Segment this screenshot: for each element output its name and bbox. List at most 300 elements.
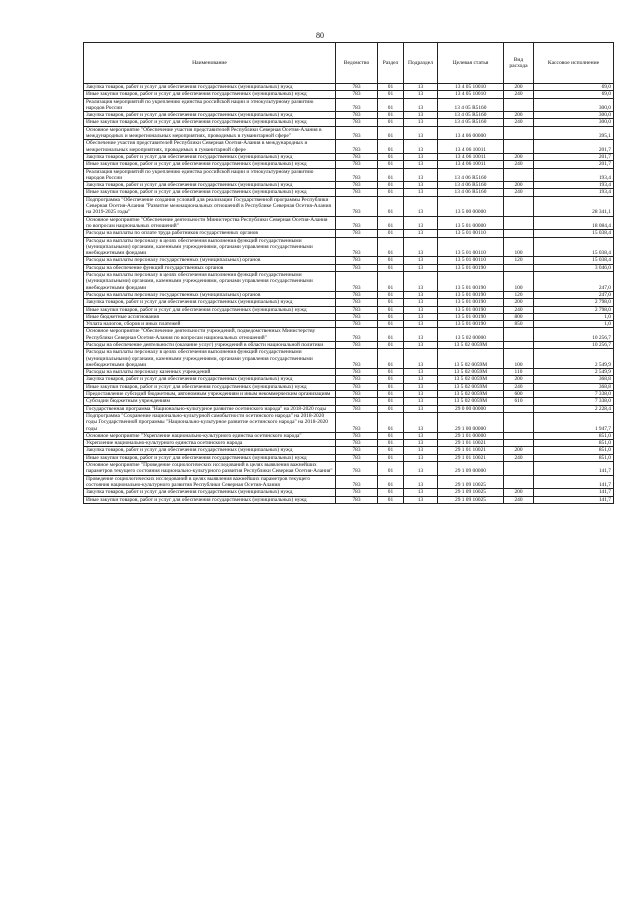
cell-name: Обеспечение участия представителей Республики Северная Осетия-Алания в международных и межрегиональных мероприятиях, проводимых в гуманитарной сфере xyxy=(84,140,336,154)
table-row xyxy=(84,237,614,257)
cell-target-article: 13 5 02 0059М xyxy=(438,369,504,376)
cell-podrazdel: 13 xyxy=(404,291,438,298)
cell-name: Закупка товаров, работ и услуг для обеспечения государственных (муниципальных) нужд xyxy=(84,182,336,189)
cell-expense-type: 200 xyxy=(504,153,534,160)
cell-razdel: 01 xyxy=(378,119,404,126)
cell-target-article: 29 0 00 00000 xyxy=(438,405,504,412)
cell-target-article: 13 5 01 00190 xyxy=(438,299,504,306)
cell-expense-type: 200 xyxy=(504,299,534,306)
cell-vedomstvo: 783 xyxy=(336,369,378,376)
table-row xyxy=(84,182,614,189)
cell-expense-type: 600 xyxy=(504,391,534,398)
cell-name: Реализация мероприятий по укреплению единства российской нации и этнокультурному развитию народов России xyxy=(84,168,336,182)
table-row xyxy=(84,321,614,328)
cell-target-article: 13 5 01 00190 xyxy=(438,321,504,328)
cell-razdel: 01 xyxy=(378,182,404,189)
cell-razdel: 01 xyxy=(378,306,404,313)
cell-name: Расходы на обеспечение деятельности (оказание услуг) учреждений в области национальной политики xyxy=(84,341,336,348)
cell-target-article: 13 4 06 10011 xyxy=(438,153,504,160)
table-row xyxy=(84,306,614,313)
table-row xyxy=(84,341,614,348)
cell-podrazdel: 13 xyxy=(404,328,438,342)
cell-razdel: 01 xyxy=(378,168,404,182)
cell-name: Основное мероприятие "Обеспечение участия представителей Республики Северная Осетия-Алания в международных и межрегиональных мероприятиях, проводимых в гуманитарной сфере" xyxy=(84,126,336,140)
table-row xyxy=(84,126,614,140)
cell-cash-execution: 18 084,4 xyxy=(534,216,614,230)
cell-cash-execution: 368,8 xyxy=(534,383,614,390)
cell-razdel: 01 xyxy=(378,98,404,112)
cell-podrazdel: 13 xyxy=(404,216,438,230)
cell-cash-execution: 368,8 xyxy=(534,376,614,383)
cell-vedomstvo: 783 xyxy=(336,230,378,237)
table-row xyxy=(84,383,614,390)
table-row xyxy=(84,313,614,320)
cell-cash-execution: 2 549,9 xyxy=(534,349,614,369)
cell-expense-type: 800 xyxy=(504,313,534,320)
cell-razdel: 01 xyxy=(378,264,404,271)
cell-podrazdel: 13 xyxy=(404,383,438,390)
cell-vedomstvo: 783 xyxy=(336,112,378,119)
table-row xyxy=(84,272,614,292)
cell-vedomstvo: 783 xyxy=(336,321,378,328)
table-row xyxy=(84,230,614,237)
cell-name: Расходы на выплаты персоналу государственных (муниципальных) органов xyxy=(84,257,336,264)
cell-name: Расходы на выплаты персоналу государственных (муниципальных) органов xyxy=(84,291,336,298)
cell-target-article: 13 4 06 10011 xyxy=(438,140,504,154)
cell-cash-execution: 1 947,7 xyxy=(534,412,614,432)
cell-name: Уплата налогов, сборов и иных платежей xyxy=(84,321,336,328)
table-row xyxy=(84,376,614,383)
cell-name: Расходы на выплаты персоналу в целях обеспечения выполнения функций государственными (муниципальными) органами, казенными учреждениями, органами управления государственными внебюджетными фондами xyxy=(84,349,336,369)
cell-razdel: 01 xyxy=(378,237,404,257)
table-row xyxy=(84,369,614,376)
cell-cash-execution: 15 038,4 xyxy=(534,257,614,264)
cell-cash-execution: 193,4 xyxy=(534,168,614,182)
cell-razdel: 01 xyxy=(378,447,404,454)
cell-name: Иные бюджетные ассигнования xyxy=(84,313,336,320)
cell-razdel: 01 xyxy=(378,291,404,298)
cell-target-article: 29 1 00 00000 xyxy=(438,412,504,432)
cell-target-article: 13 5 01 00000 xyxy=(438,216,504,230)
cell-target-article: 13 5 01 00190 xyxy=(438,264,504,271)
cell-expense-type xyxy=(504,405,534,412)
cell-name: Иные закупки товаров, работ и услуг для обеспечения государственных (муниципальных) нужд xyxy=(84,119,336,126)
cell-podrazdel: 13 xyxy=(404,98,438,112)
cell-expense-type xyxy=(504,264,534,271)
table-row xyxy=(84,496,614,503)
cell-podrazdel: 13 xyxy=(404,321,438,328)
table-row xyxy=(84,440,614,447)
cell-target-article: 13 5 02 0059М xyxy=(438,341,504,348)
cell-razdel: 01 xyxy=(378,489,404,496)
cell-name: Государственная программа "Национально-культурное развитие осетинского народа" на 2018-2020 годы xyxy=(84,405,336,412)
cell-expense-type xyxy=(504,341,534,348)
cell-cash-execution: 201,7 xyxy=(534,140,614,154)
cell-expense-type xyxy=(504,462,534,476)
cell-target-article: 29 1 09 10025 xyxy=(438,496,504,503)
cell-target-article: 13 5 02 0059М xyxy=(438,391,504,398)
table-row xyxy=(84,153,614,160)
cell-vedomstvo: 783 xyxy=(336,98,378,112)
header-cash-execution: Кассовое исполнение xyxy=(534,43,614,84)
cell-vedomstvo: 783 xyxy=(336,153,378,160)
cell-cash-execution: 141,7 xyxy=(534,489,614,496)
table-row xyxy=(84,84,614,91)
cell-target-article: 13 4 06 10011 xyxy=(438,161,504,168)
cell-podrazdel: 13 xyxy=(404,168,438,182)
cell-razdel: 01 xyxy=(378,230,404,237)
cell-expense-type xyxy=(504,230,534,237)
cell-vedomstvo: 783 xyxy=(336,182,378,189)
cell-name: Предоставление субсидий бюджетным, автономным учреждениям и иным некоммерческим организациям xyxy=(84,391,336,398)
cell-target-article: 13 5 02 0059М xyxy=(438,376,504,383)
cell-cash-execution: 851,0 xyxy=(534,447,614,454)
cell-target-article: 13 5 01 00110 xyxy=(438,257,504,264)
cell-cash-execution: 7 338,0 xyxy=(534,391,614,398)
cell-cash-execution: 28 341,1 xyxy=(534,196,614,216)
cell-razdel: 01 xyxy=(378,391,404,398)
cell-expense-type: 110 xyxy=(504,369,534,376)
cell-podrazdel: 13 xyxy=(404,257,438,264)
cell-vedomstvo: 783 xyxy=(336,140,378,154)
cell-cash-execution: 247,0 xyxy=(534,272,614,292)
cell-cash-execution: 7 338,0 xyxy=(534,398,614,405)
cell-podrazdel: 13 xyxy=(404,454,438,461)
header-razdel: Раздел xyxy=(378,43,404,84)
cell-podrazdel: 13 xyxy=(404,405,438,412)
cell-razdel: 01 xyxy=(378,341,404,348)
cell-name: Закупка товаров, работ и услуг для обеспечения государственных (муниципальных) нужд xyxy=(84,153,336,160)
cell-razdel: 01 xyxy=(378,84,404,91)
cell-vedomstvo: 783 xyxy=(336,168,378,182)
cell-cash-execution: 69,0 xyxy=(534,91,614,98)
cell-vedomstvo: 783 xyxy=(336,264,378,271)
cell-target-article: 13 4 06 00000 xyxy=(438,126,504,140)
table-row xyxy=(84,119,614,126)
table-row xyxy=(84,161,614,168)
cell-expense-type: 200 xyxy=(504,182,534,189)
header-podrazdel: Подраздел xyxy=(404,43,438,84)
cell-razdel: 01 xyxy=(378,126,404,140)
cell-razdel: 01 xyxy=(378,189,404,196)
cell-razdel: 01 xyxy=(378,153,404,160)
cell-target-article: 13 5 02 00000 xyxy=(438,328,504,342)
cell-podrazdel: 13 xyxy=(404,264,438,271)
cell-vedomstvo: 783 xyxy=(336,462,378,476)
cell-podrazdel: 13 xyxy=(404,432,438,439)
cell-razdel: 01 xyxy=(378,272,404,292)
table-row xyxy=(84,91,614,98)
cell-razdel: 01 xyxy=(378,454,404,461)
cell-podrazdel: 13 xyxy=(404,161,438,168)
cell-vedomstvo: 783 xyxy=(336,447,378,454)
cell-razdel: 01 xyxy=(378,376,404,383)
cell-razdel: 01 xyxy=(378,257,404,264)
table-row xyxy=(84,398,614,405)
cell-expense-type: 200 xyxy=(504,376,534,383)
cell-expense-type: 100 xyxy=(504,272,534,292)
cell-razdel: 01 xyxy=(378,140,404,154)
cell-name: Иные закупки товаров, работ и услуг для обеспечения государственных (муниципальных) нужд xyxy=(84,454,336,461)
cell-vedomstvo: 783 xyxy=(336,391,378,398)
cell-name: Закупка товаров, работ и услуг для обеспечения государственных (муниципальных) нужд xyxy=(84,447,336,454)
table-row xyxy=(84,462,614,476)
cell-podrazdel: 13 xyxy=(404,153,438,160)
cell-cash-execution: 395,1 xyxy=(534,126,614,140)
cell-podrazdel: 13 xyxy=(404,112,438,119)
cell-expense-type: 240 xyxy=(504,454,534,461)
cell-razdel: 01 xyxy=(378,313,404,320)
cell-cash-execution: 2 798,0 xyxy=(534,299,614,306)
cell-cash-execution: 2 798,0 xyxy=(534,306,614,313)
cell-vedomstvo: 783 xyxy=(336,237,378,257)
cell-cash-execution: 851,0 xyxy=(534,454,614,461)
table-row xyxy=(84,112,614,119)
table-header-row xyxy=(84,43,614,84)
cell-name: Иные закупки товаров, работ и услуг для обеспечения государственных (муниципальных) нужд xyxy=(84,306,336,313)
header-target-article: Целевая статья xyxy=(438,43,504,84)
cell-podrazdel: 13 xyxy=(404,230,438,237)
cell-razdel: 01 xyxy=(378,440,404,447)
cell-expense-type xyxy=(504,440,534,447)
table-row xyxy=(84,98,614,112)
cell-vedomstvo: 783 xyxy=(336,91,378,98)
cell-expense-type: 850 xyxy=(504,321,534,328)
cell-podrazdel: 13 xyxy=(404,313,438,320)
cell-target-article: 29 1 01 10021 xyxy=(438,454,504,461)
cell-podrazdel: 13 xyxy=(404,341,438,348)
cell-expense-type xyxy=(504,216,534,230)
cell-target-article: 13 5 01 00190 xyxy=(438,313,504,320)
cell-name: Иные закупки товаров, работ и услуг для обеспечения государственных (муниципальных) нужд xyxy=(84,161,336,168)
cell-name: Закупка товаров, работ и услуг для обеспечения государственных (муниципальных) нужд xyxy=(84,84,336,91)
cell-razdel: 01 xyxy=(378,349,404,369)
cell-expense-type: 240 xyxy=(504,119,534,126)
cell-name: Иные закупки товаров, работ и услуг для обеспечения государственных (муниципальных) нужд xyxy=(84,496,336,503)
cell-podrazdel: 13 xyxy=(404,376,438,383)
table-row xyxy=(84,264,614,271)
cell-name: Расходы на выплаты персоналу в целях обеспечения выполнения функций государственными (муниципальными) органами, казенными учреждениями, органами управления государственными внебюджетными фондами xyxy=(84,237,336,257)
cell-expense-type xyxy=(504,98,534,112)
cell-razdel: 01 xyxy=(378,412,404,432)
table-row xyxy=(84,447,614,454)
cell-expense-type: 240 xyxy=(504,306,534,313)
table-row xyxy=(84,405,614,412)
cell-vedomstvo: 783 xyxy=(336,306,378,313)
cell-razdel: 01 xyxy=(378,299,404,306)
cell-name: Закупка товаров, работ и услуг для обеспечения государственных (муниципальных) нужд xyxy=(84,376,336,383)
cell-cash-execution: 69,0 xyxy=(534,84,614,91)
cell-podrazdel: 13 xyxy=(404,462,438,476)
cell-cash-execution: 193,4 xyxy=(534,182,614,189)
cell-name: Основное мероприятие "Укрепление национально-культурного единства осетинского народа" xyxy=(84,432,336,439)
cell-vedomstvo: 783 xyxy=(336,257,378,264)
header-name: Наименование xyxy=(84,43,336,84)
cell-vedomstvo: 783 xyxy=(336,376,378,383)
cell-target-article: 13 4 05 10010 xyxy=(438,91,504,98)
cell-vedomstvo: 783 xyxy=(336,454,378,461)
cell-vedomstvo: 783 xyxy=(336,216,378,230)
cell-podrazdel: 13 xyxy=(404,140,438,154)
cell-vedomstvo: 783 xyxy=(336,475,378,489)
table-body xyxy=(84,84,614,504)
cell-podrazdel: 13 xyxy=(404,91,438,98)
table-row xyxy=(84,196,614,216)
cell-name: Иные закупки товаров, работ и услуг для обеспечения государственных (муниципальных) нужд xyxy=(84,91,336,98)
table-row xyxy=(84,328,614,342)
cell-name: Иные закупки товаров, работ и услуг для обеспечения государственных (муниципальных) нужд xyxy=(84,189,336,196)
cell-expense-type xyxy=(504,140,534,154)
cell-razdel: 01 xyxy=(378,496,404,503)
cell-target-article: 13 4 06 R5160 xyxy=(438,168,504,182)
cell-target-article: 13 5 00 00000 xyxy=(438,196,504,216)
cell-vedomstvo: 783 xyxy=(336,328,378,342)
cell-razdel: 01 xyxy=(378,91,404,98)
cell-expense-type xyxy=(504,196,534,216)
table-row xyxy=(84,291,614,298)
cell-razdel: 01 xyxy=(378,462,404,476)
cell-vedomstvo: 783 xyxy=(336,341,378,348)
cell-name: Проведение социологических исследований в целях выявления важнейших параметров текущего состояния национально-культурного развития Республики Северная Осетия-Алания xyxy=(84,475,336,489)
cell-target-article: 13 5 01 00110 xyxy=(438,237,504,257)
cell-target-article: 29 1 01 10021 xyxy=(438,447,504,454)
cell-razdel: 01 xyxy=(378,398,404,405)
cell-expense-type: 120 xyxy=(504,257,534,264)
table-row xyxy=(84,489,614,496)
cell-podrazdel: 13 xyxy=(404,489,438,496)
cell-expense-type: 100 xyxy=(504,349,534,369)
cell-cash-execution: 851,0 xyxy=(534,432,614,439)
cell-vedomstvo: 783 xyxy=(336,405,378,412)
cell-target-article: 13 5 02 0059М xyxy=(438,398,504,405)
cell-cash-execution: 2 549,9 xyxy=(534,369,614,376)
cell-cash-execution: 1,0 xyxy=(534,313,614,320)
cell-cash-execution: 201,7 xyxy=(534,161,614,168)
cell-cash-execution: 15 038,4 xyxy=(534,230,614,237)
cell-vedomstvo: 783 xyxy=(336,432,378,439)
table-row xyxy=(84,140,614,154)
cell-target-article: 13 4 05 10010 xyxy=(438,84,504,91)
cell-cash-execution: 141,7 xyxy=(534,496,614,503)
header-expense-type: Вид расхода xyxy=(504,43,534,84)
cell-podrazdel: 13 xyxy=(404,440,438,447)
cell-razdel: 01 xyxy=(378,383,404,390)
cell-vedomstvo: 783 xyxy=(336,349,378,369)
cell-podrazdel: 13 xyxy=(404,196,438,216)
cell-target-article: 29 1 09 10025 xyxy=(438,489,504,496)
cell-vedomstvo: 783 xyxy=(336,161,378,168)
table-row xyxy=(84,257,614,264)
cell-cash-execution: 10 256,7 xyxy=(534,328,614,342)
cell-expense-type: 120 xyxy=(504,291,534,298)
cell-razdel: 01 xyxy=(378,112,404,119)
cell-target-article: 13 5 02 0059М xyxy=(438,383,504,390)
page-number: 80 xyxy=(316,31,324,40)
cell-name: Субсидии бюджетным учреждениям xyxy=(84,398,336,405)
cell-expense-type: 240 xyxy=(504,383,534,390)
cell-podrazdel: 13 xyxy=(404,182,438,189)
cell-podrazdel: 13 xyxy=(404,272,438,292)
cell-expense-type: 200 xyxy=(504,489,534,496)
cell-vedomstvo: 783 xyxy=(336,299,378,306)
cell-razdel: 01 xyxy=(378,321,404,328)
cell-razdel: 01 xyxy=(378,405,404,412)
cell-target-article: 13 4 05 R5160 xyxy=(438,112,504,119)
cell-name: Расходы на выплаты персоналу в целях обеспечения выполнения функций государственными (муниципальными) органами, казенными учреждениями, органами управления государственными внебюджетными фондами xyxy=(84,272,336,292)
cell-name: Основное мероприятие "Проведение социологических исследований в целях выявления важнейших параметров текущего состояния национально-культурного развития Республики Северная Осетия-Алания" xyxy=(84,462,336,476)
cell-vedomstvo: 783 xyxy=(336,398,378,405)
table-row xyxy=(84,454,614,461)
cell-cash-execution: 247,0 xyxy=(534,291,614,298)
cell-expense-type xyxy=(504,412,534,432)
cell-target-article: 13 4 06 R5160 xyxy=(438,189,504,196)
cell-name: Укрепление национально-культурного единства осетинского народа xyxy=(84,440,336,447)
cell-target-article: 13 5 01 00190 xyxy=(438,272,504,292)
cell-target-article: 29 1 01 00000 xyxy=(438,432,504,439)
cell-razdel: 01 xyxy=(378,328,404,342)
cell-cash-execution: 2 228,4 xyxy=(534,405,614,412)
cell-cash-execution: 15 038,4 xyxy=(534,237,614,257)
cell-expense-type: 240 xyxy=(504,189,534,196)
cell-podrazdel: 13 xyxy=(404,119,438,126)
cell-name: Подпрограмма "Обеспечение создания условий для реализации Государственной программы Республики Северная Осетия-Алания "Развитие межнациональных отношений в Республике Северная Осетия-Алания на 2019-2025 годы" xyxy=(84,196,336,216)
cell-vedomstvo: 783 xyxy=(336,291,378,298)
cell-target-article: 13 5 01 00190 xyxy=(438,291,504,298)
cell-vedomstvo: 783 xyxy=(336,496,378,503)
cell-vedomstvo: 783 xyxy=(336,196,378,216)
cell-name: Закупка товаров, работ и услуг для обеспечения государственных (муниципальных) нужд xyxy=(84,299,336,306)
cell-target-article: 13 4 05 R5160 xyxy=(438,98,504,112)
table-row xyxy=(84,475,614,489)
cell-podrazdel: 13 xyxy=(404,369,438,376)
table-row xyxy=(84,391,614,398)
cell-cash-execution: 10 256,7 xyxy=(534,341,614,348)
table-row xyxy=(84,299,614,306)
cell-podrazdel: 13 xyxy=(404,412,438,432)
cell-expense-type xyxy=(504,328,534,342)
cell-cash-execution: 851,0 xyxy=(534,440,614,447)
cell-expense-type: 200 xyxy=(504,84,534,91)
cell-vedomstvo: 783 xyxy=(336,440,378,447)
cell-target-article: 13 5 01 00190 xyxy=(438,306,504,313)
cell-target-article: 13 5 02 0059М xyxy=(438,349,504,369)
cell-name: Иные закупки товаров, работ и услуг для обеспечения государственных (муниципальных) нужд xyxy=(84,383,336,390)
cell-target-article: 13 4 06 R5160 xyxy=(438,182,504,189)
cell-vedomstvo: 783 xyxy=(336,489,378,496)
cell-podrazdel: 13 xyxy=(404,398,438,405)
cell-name: Расходы на обеспечение функций государственных органов xyxy=(84,264,336,271)
cell-podrazdel: 13 xyxy=(404,447,438,454)
table-row xyxy=(84,189,614,196)
cell-expense-type xyxy=(504,168,534,182)
cell-name: Основное мероприятие "Обеспечение деятельности Министерства Республики Северная Осетия-Алания по вопросам национальных отношений" xyxy=(84,216,336,230)
cell-podrazdel: 13 xyxy=(404,306,438,313)
cell-name: Расходы на выплаты по оплате труда работников государственных органов xyxy=(84,230,336,237)
cell-podrazdel: 13 xyxy=(404,299,438,306)
cell-razdel: 01 xyxy=(378,196,404,216)
cell-cash-execution: 141,7 xyxy=(534,475,614,489)
cell-podrazdel: 13 xyxy=(404,237,438,257)
cell-cash-execution: 3 046,0 xyxy=(534,264,614,271)
cell-vedomstvo: 783 xyxy=(336,412,378,432)
cell-target-article: 29 1 09 10025 xyxy=(438,475,504,489)
cell-vedomstvo: 783 xyxy=(336,119,378,126)
cell-name: Реализация мероприятий по укреплению единства российской нации и этнокультурному развитию народов России xyxy=(84,98,336,112)
cell-expense-type xyxy=(504,475,534,489)
cell-razdel: 01 xyxy=(378,216,404,230)
cell-cash-execution: 300,0 xyxy=(534,98,614,112)
cell-razdel: 01 xyxy=(378,432,404,439)
